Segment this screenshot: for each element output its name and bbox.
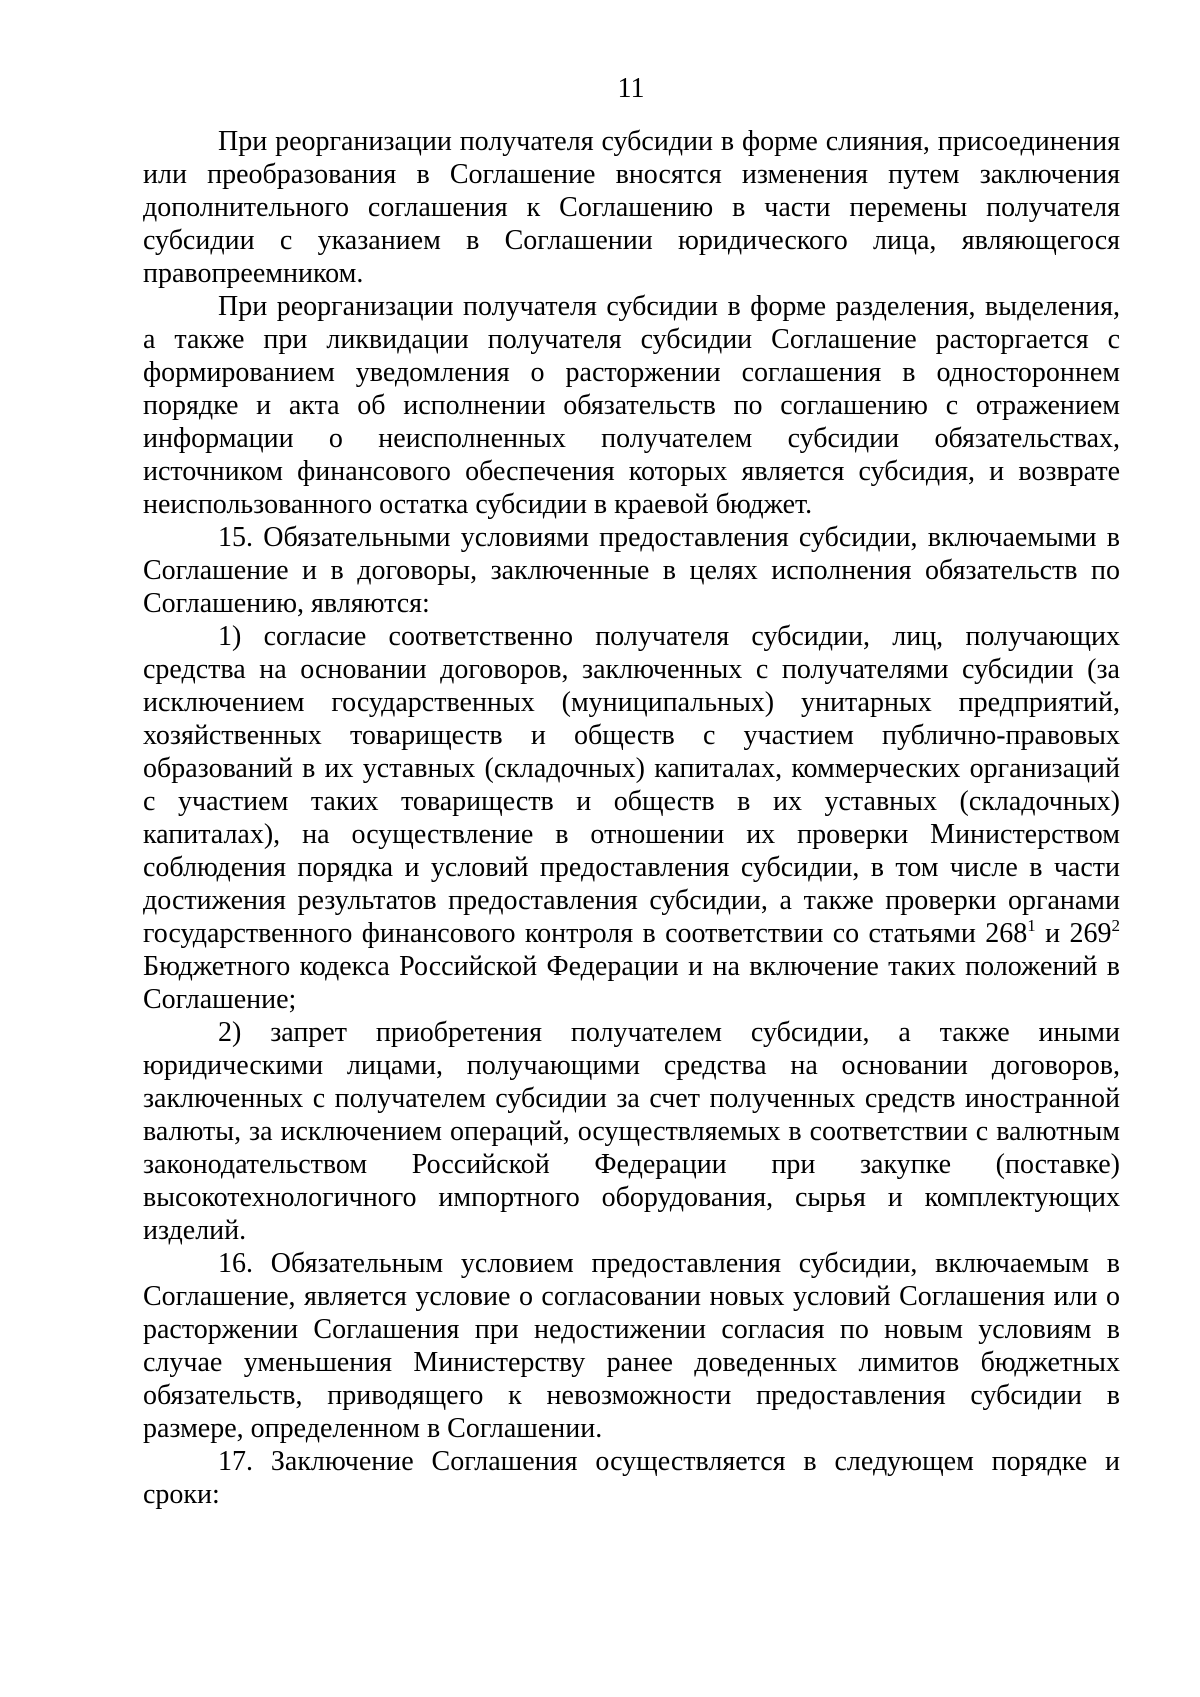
paragraph-clause-16: 16. Обязательным условием предоставления субсидии, включаемым в Соглашение, является условие о согласовании новых условий Соглашения или о расторжении Соглашения при недостижении согласия по новым условиям в случае уменьшения Министерству ранее доведенных лимитов бюджетных обязательств, приводящего к невозможности предоставления субсидии в размере, определенном в Соглашении. xyxy=(143,1248,1120,1444)
item-1-text-end: Бюджетного кодекса Российской Федерации и на включение таких положений в Соглашение; xyxy=(143,951,1120,1015)
paragraph-clause-15: 15. Обязательными условиями предоставления субсидии, включаемыми в Соглашение и в договоры, заключенные в целях исполнения обязательств по Соглашению, являются: xyxy=(143,522,1120,619)
page-number: 11 xyxy=(617,73,645,104)
item-1-text-start: 1) согласие соответственно получателя субсидии, лиц, получающих средства на основании договоров, заключенных с получателями субсидии (за исключением государственных (муниципальных) унитарных предприятий, хозяйственных товариществ и обществ с участием публично-правовых образований в их уставных (складочных) капиталах, коммерческих организаций с участием таких товариществ и обществ в их уставных (складочных) капиталах), на осуществление в отношении их проверки Министерством соблюдения порядка и условий предоставления субсидии, в том числе в части достижения результатов предоставления субсидии, а также проверки органами государственного финансового контроля в соответствии со статьями 268 xyxy=(143,621,1120,949)
superscript-1: 1 xyxy=(1027,916,1036,935)
paragraph-reorganization-merger: При реорганизации получателя субсидии в форме слияния, присоединения или преобразования в Соглашение вносятся изменения путем заключения дополнительного соглашения к Соглашению в части перемены получателя субсидии с указанием в Соглашении юридического лица, являющегося правопреемником. xyxy=(143,126,1120,289)
paragraph-reorganization-division: При реорганизации получателя субсидии в форме разделения, выделения, а также при ликвидации получателя субсидии Соглашение расторгается с формированием уведомления о расторжении соглашения в одностороннем порядке и акта об исполнении обязательств по соглашению с отражением информации о неисполненных получателем субсидии обязательствах, источником финансового обеспечения которых является субсидия, и возврате неиспользованного остатка субсидии в краевой бюджет. xyxy=(143,291,1120,520)
document-body xyxy=(143,125,1120,1511)
superscript-2: 2 xyxy=(1111,916,1120,935)
paragraph-clause-15-item-1 xyxy=(143,620,1120,1016)
paragraph-clause-17: 17. Заключение Соглашения осуществляется в следующем порядке и сроки: xyxy=(143,1446,1120,1510)
item-1-text-middle: и 269 xyxy=(1035,918,1112,949)
paragraph-clause-15-item-2: 2) запрет приобретения получателем субсидии, а также иными юридическими лицами, получающими средства на основании договоров, заключенных с получателем субсидии за счет полученных средств иностранной валюты, за исключением операций, осуществляемых в соответствии с валютным законодательством Российской Федерации при закупке (поставке) высокотехнологичного импортного оборудования, сырья и комплектующих изделий. xyxy=(143,1017,1120,1246)
